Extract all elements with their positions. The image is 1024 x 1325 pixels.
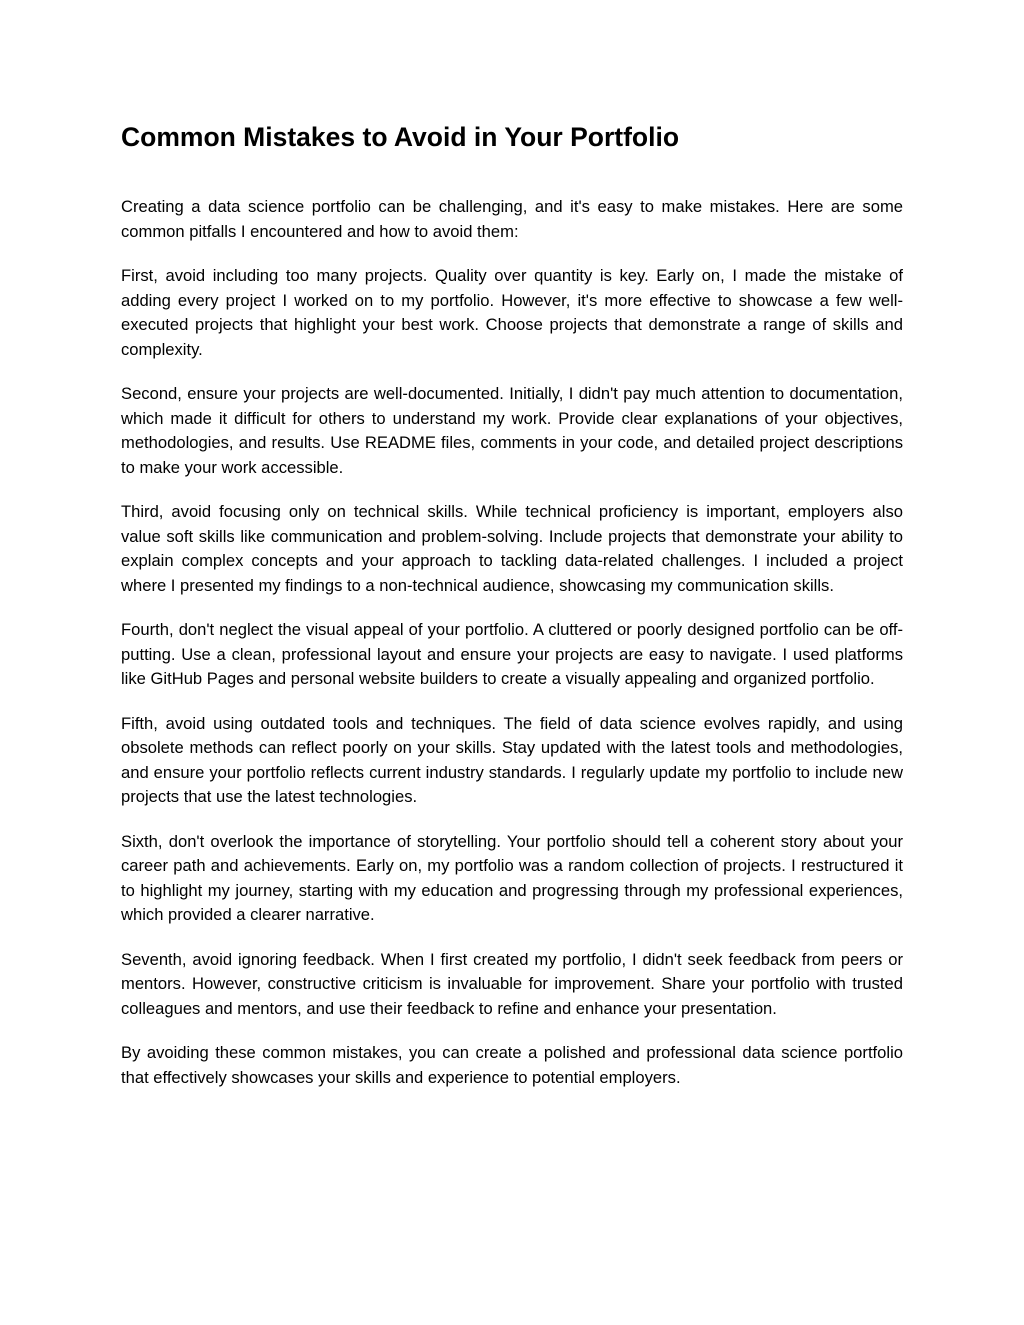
paragraph-fifth: Fifth, avoid using outdated tools and techniques. The field of data science evolves rapidly, and using obsolete methods can reflect poorly on your skills. Stay updated with the latest tools and methodologies, and ensure your portfolio reflects current industry standards. I regularly update my portfolio to include new projects that use the latest technologies. bbox=[121, 713, 903, 806]
paragraph-seventh: Seventh, avoid ignoring feedback. When I first created my portfolio, I didn't seek feedback from peers or mentors. However, constructive criticism is invaluable for improvement. Share your portfolio with trusted colleagues and mentors, and use their feedback to refine and enhance your presentation. bbox=[121, 949, 903, 1018]
paragraph-first: First, avoid including too many projects. Quality over quantity is key. Early on, I made the mistake of adding every project I worked on to my portfolio. However, it's more effective to showcase a few well-executed projects that highlight your best work. Choose projects that demonstrate a range of skills and complexity. bbox=[121, 266, 903, 359]
paragraph-conclusion: By avoiding these common mistakes, you can create a polished and professional data science portfolio that effectively showcases your skills and experience to potential employers. bbox=[121, 1043, 903, 1087]
paragraph-sixth: Sixth, don't overlook the importance of storytelling. Your portfolio should tell a coherent story about your career path and achievements. Early on, my portfolio was a random collection of projects. I restructured it to highlight my journey, starting with my education and progressing through my professional experiences, which provided a clearer narrative. bbox=[121, 831, 903, 924]
paragraph-second: Second, ensure your projects are well-documented. Initially, I didn't pay much attention to documentation, which made it difficult for others to understand my work. Provide clear explanations of your objectives, methodologies, and results. Use README files, comments in your code, and detailed project descriptions to make your work accessible. bbox=[121, 384, 903, 477]
paragraph-intro: Creating a data science portfolio can be challenging, and it's easy to make mistakes. Here are some common pitfalls I encountered and how to avoid them: bbox=[121, 197, 903, 241]
document-title: Common Mistakes to Avoid in Your Portfolio bbox=[121, 122, 680, 152]
paragraph-fourth: Fourth, don't neglect the visual appeal of your portfolio. A cluttered or poorly designed portfolio can be off-putting. Use a clean, professional layout and ensure your projects are easy to navigate. I used platforms like GitHub Pages and personal website builders to create a visually appealing and organized portfolio. bbox=[121, 620, 903, 688]
document-page bbox=[121, 118, 903, 1110]
paragraph-third: Third, avoid focusing only on technical skills. While technical proficiency is important, employers also value soft skills like communication and problem-solving. Include projects that demonstrate your ability to explain complex concepts and your approach to tackling data-related challenges. I included a project where I presented my findings to a non-technical audience, showcasing my communication skills. bbox=[121, 502, 903, 595]
